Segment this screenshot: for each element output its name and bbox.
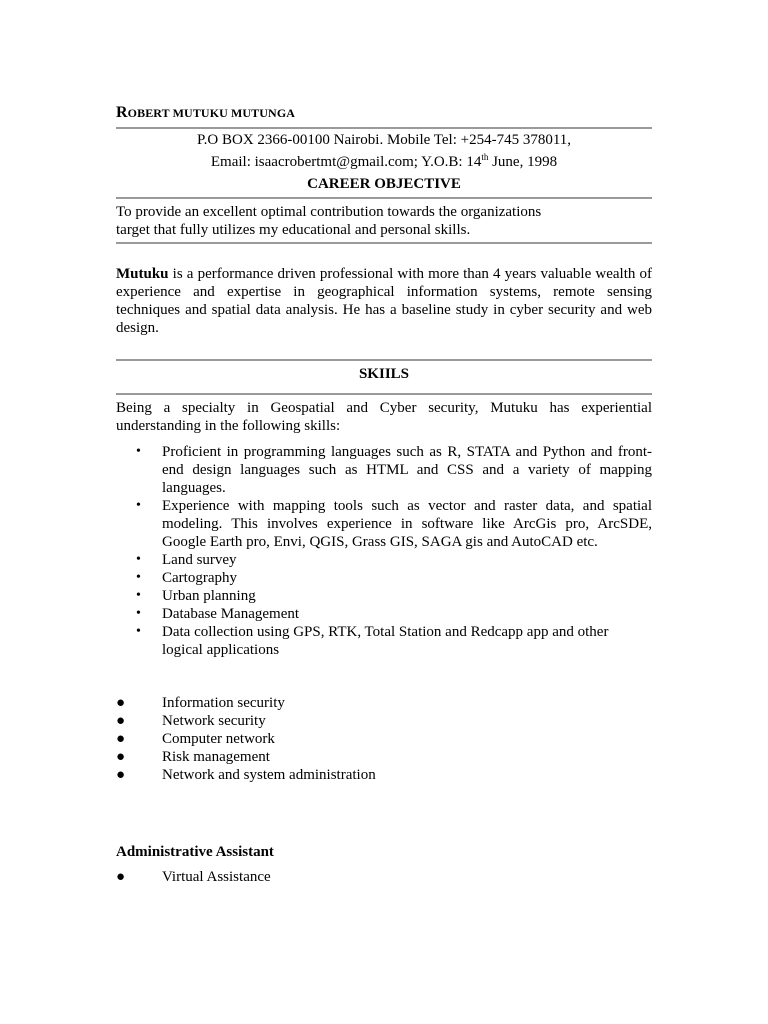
career-objective-line: To provide an excellent optimal contribution towards the organizations [116,204,542,220]
list-item-text: Database Management [162,606,300,622]
name-rest: OBERT MUTUKU MUTUNGA [127,106,296,120]
profile-summary [116,265,652,337]
bullet-icon: • [136,498,141,513]
list-item [116,748,652,766]
list-item-text: Computer network [162,731,275,747]
bullet-icon: • [136,588,141,603]
career-objective-heading: CAREER OBJECTIVE [307,176,461,192]
profile-text: is a performance driven professional with more than 4 years valuable wealth of experience and expertise in geographical information systems, remote sensing techniques and spatial data analysis. He has a baseline study in cyber security and web design. [116,266,652,336]
divider [116,359,652,361]
bullet-icon: • [136,570,141,585]
list-item [116,712,652,730]
list-item-text: Proficient in programming languages such as R, STATA and Python and front-end design languages such as HTML and CSS and a variety of mapping languages. [162,444,652,496]
list-item [116,694,652,712]
profile-name: Mutuku [116,266,169,282]
skills-heading: SKIILS [358,366,410,382]
ordinal-suffix: th [481,152,489,162]
list-item-text: Risk management [162,749,270,765]
bullet-icon: • [136,624,141,639]
bullet-icon: ● [116,695,126,711]
list-item-text: Urban planning [162,588,256,604]
list-item [116,730,652,748]
list-item [116,766,652,784]
bullet-icon: • [136,606,141,621]
career-objective-line: target that fully utilizes my educational and personal skills. [116,222,471,238]
divider [116,393,652,395]
divider [116,242,652,244]
bullet-icon: ● [116,869,126,885]
list-item-text: Network security [162,713,266,729]
career-objective-text [116,203,652,239]
list-item [116,605,652,623]
bullet-icon: ● [116,713,126,729]
resume-name [116,104,295,122]
contact-email-yob: Email: isaacrobertmt@gmail.com; Y.O.B: 14 [210,154,482,170]
divider [116,197,652,199]
name-initial: R [116,104,128,121]
list-item-text: Virtual Assistance [162,869,271,885]
geo-skills-list [116,443,652,659]
list-item-text: Data collection using GPS, RTK, Total Station and Redcapp app and other logical applications [162,624,609,658]
list-item [116,868,652,886]
bullet-icon: ● [116,749,126,765]
admin-heading: Administrative Assistant [116,844,274,860]
list-item-text: Land survey [162,552,237,568]
bullet-icon: ● [116,731,126,747]
contact-yob-rest: June, 1998 [488,154,558,170]
skills-intro: Being a specialty in Geospatial and Cyber security, Mutuku has experiential understanding in the following skills: [116,400,652,434]
contact-line-1: P.O BOX 2366-00100 Nairobi. Mobile Tel: +254-745 378011, [196,132,572,148]
cyber-skills-list [116,694,652,784]
bullet-icon: ● [116,767,126,783]
list-item [116,443,652,497]
admin-list [116,868,652,886]
list-item [116,497,652,551]
list-item-text: Information security [162,695,285,711]
list-item [116,551,652,569]
list-item-text: Network and system administration [162,767,376,783]
bullet-icon: • [136,444,141,459]
list-item [116,569,652,587]
contact-line-2 [116,154,652,171]
bullet-icon: • [136,552,141,567]
list-item-text: Experience with mapping tools such as vector and raster data, and spatial modeling. This involves experience in software like ArcGis pro, ArcSDE, Google Earth pro, Envi, QGIS, Grass GIS, SAGA gis and AutoCAD etc. [162,498,652,550]
divider [116,127,652,129]
list-item [116,623,652,659]
list-item [116,587,652,605]
list-item-text: Cartography [162,570,237,586]
